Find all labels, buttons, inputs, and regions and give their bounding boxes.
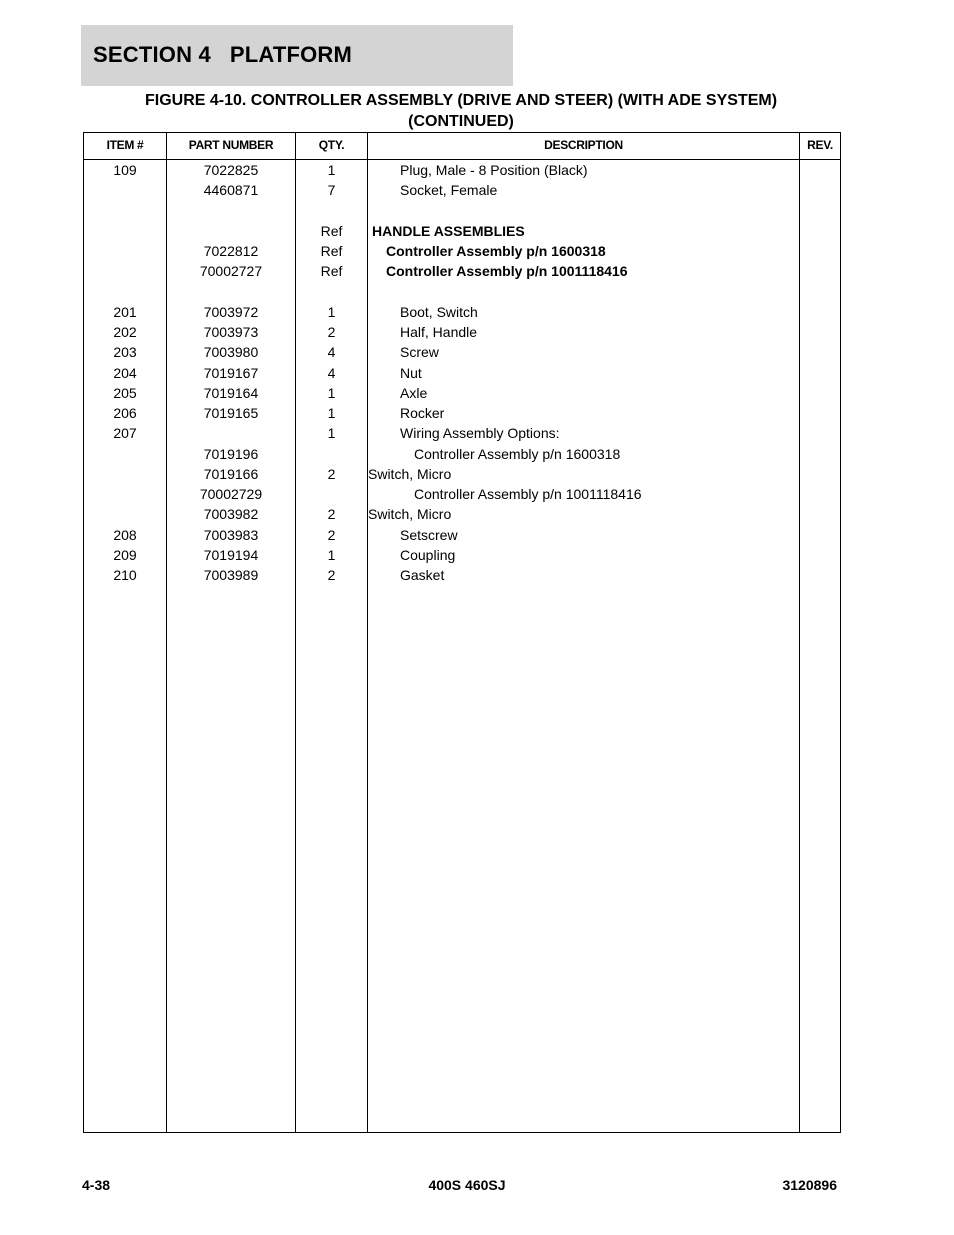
- table-row: [84, 343, 840, 363]
- table-row: [84, 283, 840, 303]
- cell-description: Controller Assembly p/n 1600318: [386, 243, 606, 259]
- cell-description: Screw: [400, 344, 439, 361]
- cell-part-number: 7003980: [203, 344, 259, 361]
- cell-description: HANDLE ASSEMBLIES: [372, 222, 525, 239]
- cell-quantity: 4: [327, 344, 336, 361]
- table-body: [84, 161, 840, 586]
- model-name: 400S 460SJ: [428, 1177, 506, 1193]
- cell-item-number: 109: [113, 162, 137, 178]
- cell-description: Axle: [400, 384, 428, 401]
- cell-part-number: 7019166: [203, 465, 259, 482]
- cell-item-number: 210: [113, 567, 137, 583]
- cell-quantity: 1: [327, 162, 336, 178]
- table-row: [84, 424, 840, 444]
- cell-quantity: 1: [327, 384, 336, 401]
- header-item: ITEM #: [106, 138, 144, 152]
- cell-quantity: 7: [327, 182, 336, 199]
- table-row: [84, 445, 840, 465]
- cell-quantity: 2: [327, 567, 336, 583]
- cell-description: Socket, Female: [400, 182, 498, 199]
- table-row: [84, 364, 840, 384]
- cell-quantity: 1: [327, 546, 336, 563]
- header-rev: REV.: [807, 138, 833, 152]
- cell-description: Boot, Switch: [400, 303, 478, 320]
- cell-part-number: 7003983: [203, 526, 259, 543]
- cell-part-number: 7019194: [203, 546, 259, 563]
- table-row: [84, 465, 840, 485]
- table-row: [84, 384, 840, 404]
- cell-part-number: 7019164: [203, 384, 259, 401]
- cell-quantity: Ref: [320, 222, 343, 239]
- table-row: [84, 526, 840, 546]
- cell-description: Setscrew: [400, 526, 458, 543]
- cell-part-number: 7022812: [203, 243, 259, 259]
- cell-part-number: 70002727: [199, 263, 263, 280]
- cell-description: Coupling: [400, 546, 456, 563]
- table-row: [84, 222, 840, 242]
- table-row: [84, 181, 840, 201]
- cell-item-number: 207: [113, 425, 137, 442]
- cell-part-number: 7003972: [203, 303, 259, 320]
- cell-item-number: 202: [113, 324, 137, 340]
- cell-description: Controller Assembly p/n 1001118416: [386, 263, 628, 280]
- table-row: [84, 242, 840, 262]
- cell-description: Plug, Male - 8 Position (Black): [400, 162, 588, 178]
- cell-part-number: 7022825: [203, 162, 259, 178]
- table-row: [84, 404, 840, 424]
- cell-part-number: 7003982: [203, 506, 259, 523]
- cell-quantity: 2: [327, 506, 336, 523]
- cell-item-number: 205: [113, 384, 137, 401]
- cell-description: Wiring Assembly Options:: [400, 425, 560, 442]
- document-number: 3120896: [782, 1177, 837, 1193]
- table-row: [84, 202, 840, 222]
- cell-item-number: 209: [113, 546, 137, 563]
- cell-quantity: 2: [327, 465, 336, 482]
- header-description: DESCRIPTION: [544, 138, 623, 152]
- cell-quantity: 4: [327, 364, 336, 381]
- parts-table: [83, 132, 841, 1133]
- cell-part-number: 7003973: [203, 324, 259, 340]
- cell-description: Controller Assembly p/n 1001118416: [414, 486, 642, 502]
- table-row: [84, 566, 840, 586]
- table-row: [84, 161, 840, 181]
- cell-description: Half, Handle: [400, 324, 478, 340]
- table-row: [84, 303, 840, 323]
- figure-title: [81, 90, 841, 132]
- cell-quantity: 2: [327, 526, 336, 543]
- cell-part-number: 7019196: [203, 445, 259, 462]
- section-header: [81, 25, 513, 86]
- cell-part-number: 7019167: [203, 364, 259, 381]
- section-title: SECTION 4 PLATFORM: [93, 42, 353, 67]
- table-row: [84, 323, 840, 343]
- cell-part-number: 4460871: [203, 182, 259, 199]
- figure-title-line1: FIGURE 4-10. CONTROLLER ASSEMBLY (DRIVE AND STEER) (WITH ADE SYSTEM): [144, 92, 778, 109]
- cell-part-number: 7003989: [203, 567, 259, 583]
- cell-description: Nut: [400, 364, 422, 381]
- table-row: [84, 505, 840, 525]
- cell-part-number: 7019165: [203, 405, 259, 421]
- cell-item-number: 201: [113, 303, 137, 320]
- header-divider: [84, 159, 840, 160]
- cell-quantity: Ref: [320, 243, 343, 259]
- cell-part-number: 70002729: [199, 486, 263, 502]
- cell-quantity: 1: [327, 425, 336, 442]
- cell-description: Switch, Micro: [368, 465, 452, 482]
- cell-quantity: 1: [327, 405, 336, 421]
- table-row: [84, 262, 840, 282]
- page-number: 4-38: [82, 1177, 111, 1193]
- cell-item-number: 208: [113, 526, 137, 543]
- table-row: [84, 485, 840, 505]
- cell-quantity: 1: [327, 303, 336, 320]
- cell-description: Gasket: [400, 567, 445, 583]
- header-part-number: PART NUMBER: [188, 138, 274, 152]
- cell-item-number: 204: [113, 364, 137, 381]
- cell-description: Controller Assembly p/n 1600318: [414, 445, 621, 462]
- table-row: [84, 546, 840, 566]
- cell-quantity: Ref: [320, 263, 343, 280]
- header-qty: QTY.: [318, 138, 345, 152]
- cell-item-number: 203: [113, 344, 137, 361]
- cell-description: Rocker: [400, 405, 445, 421]
- cell-item-number: 206: [113, 405, 137, 421]
- cell-description: Switch, Micro: [368, 506, 452, 523]
- cell-quantity: 2: [327, 324, 336, 340]
- figure-title-line2: (CONTINUED): [408, 113, 514, 130]
